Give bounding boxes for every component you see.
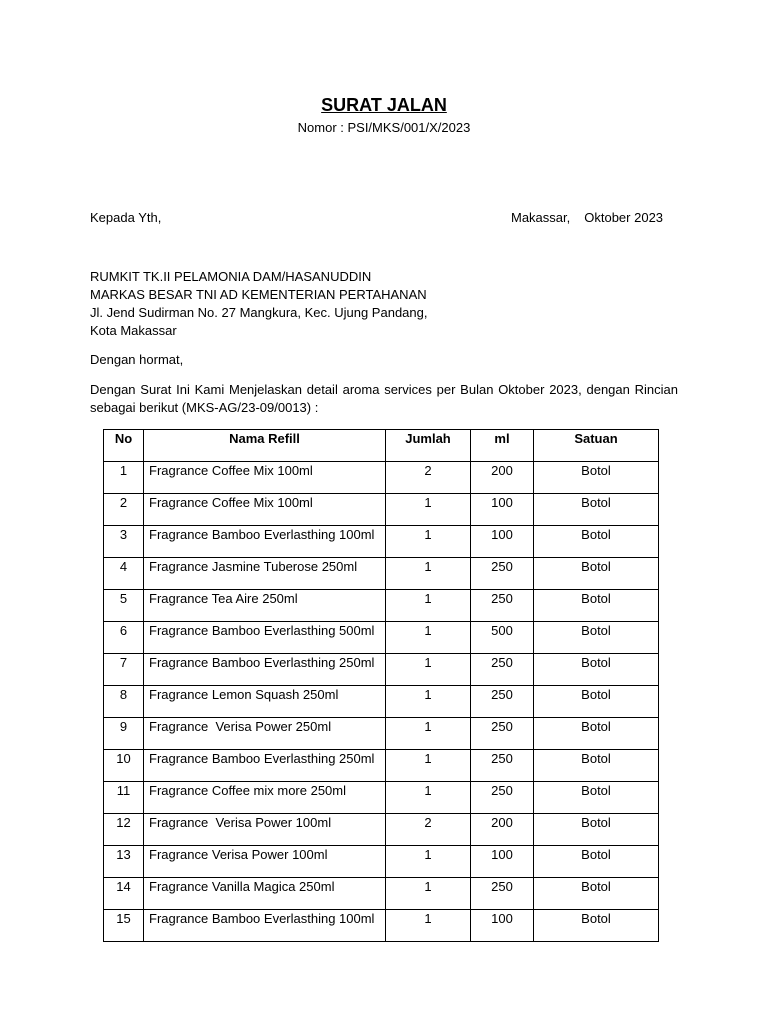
cell-ml: 100 xyxy=(471,846,534,878)
table-row xyxy=(104,750,659,782)
cell-no: 4 xyxy=(104,558,144,590)
cell-nama-refill: Fragrance Coffee Mix 100ml xyxy=(144,494,386,526)
cell-nama-refill: Fragrance Coffee Mix 100ml xyxy=(144,462,386,494)
table-row xyxy=(104,718,659,750)
cell-ml: 250 xyxy=(471,750,534,782)
cell-satuan: Botol xyxy=(534,878,659,910)
table-header-row xyxy=(104,430,659,462)
recipient-salutation: Kepada Yth, xyxy=(90,210,162,225)
cell-ml: 250 xyxy=(471,590,534,622)
cell-jumlah: 1 xyxy=(386,718,471,750)
cell-satuan: Botol xyxy=(534,558,659,590)
cell-jumlah: 2 xyxy=(386,462,471,494)
cell-ml: 500 xyxy=(471,622,534,654)
cell-no: 13 xyxy=(104,846,144,878)
cell-satuan: Botol xyxy=(534,462,659,494)
document-date: Oktober 2023 xyxy=(584,210,664,225)
table-row xyxy=(104,654,659,686)
cell-no: 7 xyxy=(104,654,144,686)
place-city: Makassar, xyxy=(511,210,571,225)
cell-satuan: Botol xyxy=(534,750,659,782)
header-nama-refill: Nama Refill xyxy=(144,430,386,462)
body-paragraph: Dengan Surat Ini Kami Menjelaskan detail aroma services per Bulan Oktober 2023, dengan Rincian sebagai berikut (MKS-AG/23-09/0013) : xyxy=(90,382,678,415)
recipient-address xyxy=(90,268,427,340)
cell-jumlah: 1 xyxy=(386,878,471,910)
table-row xyxy=(104,558,659,590)
table-row xyxy=(104,814,659,846)
cell-no: 9 xyxy=(104,718,144,750)
cell-ml: 250 xyxy=(471,558,534,590)
header-ml: ml xyxy=(471,430,534,462)
cell-nama-refill: Fragrance Tea Aire 250ml xyxy=(144,590,386,622)
cell-satuan: Botol xyxy=(534,526,659,558)
cell-satuan: Botol xyxy=(534,622,659,654)
cell-ml: 250 xyxy=(471,686,534,718)
cell-no: 15 xyxy=(104,910,144,942)
cell-nama-refill: Fragrance Lemon Squash 250ml xyxy=(144,686,386,718)
cell-no: 12 xyxy=(104,814,144,846)
cell-no: 6 xyxy=(104,622,144,654)
cell-ml: 200 xyxy=(471,814,534,846)
cell-no: 14 xyxy=(104,878,144,910)
table-row xyxy=(104,686,659,718)
cell-no: 10 xyxy=(104,750,144,782)
header-no: No xyxy=(104,430,144,462)
cell-satuan: Botol xyxy=(534,590,659,622)
cell-satuan: Botol xyxy=(534,782,659,814)
cell-satuan: Botol xyxy=(534,846,659,878)
table-row xyxy=(104,622,659,654)
cell-jumlah: 1 xyxy=(386,622,471,654)
cell-nama-refill: Fragrance Bamboo Everlasthing 100ml xyxy=(144,910,386,942)
cell-satuan: Botol xyxy=(534,494,659,526)
cell-jumlah: 1 xyxy=(386,558,471,590)
address-line: Jl. Jend Sudirman No. 27 Mangkura, Kec. Ujung Pandang, xyxy=(90,305,428,320)
cell-no: 3 xyxy=(104,526,144,558)
cell-satuan: Botol xyxy=(534,686,659,718)
header-jumlah: Jumlah xyxy=(386,430,471,462)
cell-nama-refill: Fragrance Jasmine Tuberose 250ml xyxy=(144,558,386,590)
document-title: SURAT JALAN xyxy=(321,95,447,115)
place-date xyxy=(511,210,663,225)
cell-nama-refill: Fragrance Bamboo Everlasthing 250ml xyxy=(144,750,386,782)
table-row xyxy=(104,910,659,942)
cell-nama-refill: Fragrance Vanilla Magica 250ml xyxy=(144,878,386,910)
cell-ml: 100 xyxy=(471,526,534,558)
cell-jumlah: 1 xyxy=(386,910,471,942)
document-number: Nomor : PSI/MKS/001/X/2023 xyxy=(297,120,471,135)
cell-satuan: Botol xyxy=(534,910,659,942)
cell-no: 2 xyxy=(104,494,144,526)
cell-jumlah: 1 xyxy=(386,526,471,558)
cell-ml: 100 xyxy=(471,910,534,942)
address-line: MARKAS BESAR TNI AD KEMENTERIAN PERTAHANAN xyxy=(90,287,427,302)
cell-nama-refill: Fragrance Bamboo Everlasthing 250ml xyxy=(144,654,386,686)
address-line: Kota Makassar xyxy=(90,323,177,338)
table-row xyxy=(104,462,659,494)
cell-no: 11 xyxy=(104,782,144,814)
cell-nama-refill: Fragrance Bamboo Everlasthing 500ml xyxy=(144,622,386,654)
table-row xyxy=(104,526,659,558)
cell-jumlah: 1 xyxy=(386,750,471,782)
cell-nama-refill: Fragrance Verisa Power 100ml xyxy=(144,814,386,846)
greeting: Dengan hormat, xyxy=(90,352,184,367)
cell-ml: 250 xyxy=(471,718,534,750)
cell-ml: 100 xyxy=(471,494,534,526)
cell-jumlah: 1 xyxy=(386,494,471,526)
cell-satuan: Botol xyxy=(534,654,659,686)
cell-jumlah: 2 xyxy=(386,814,471,846)
cell-jumlah: 1 xyxy=(386,590,471,622)
cell-ml: 200 xyxy=(471,462,534,494)
table-row xyxy=(104,846,659,878)
cell-no: 1 xyxy=(104,462,144,494)
header-satuan: Satuan xyxy=(534,430,659,462)
table-row xyxy=(104,878,659,910)
cell-jumlah: 1 xyxy=(386,782,471,814)
cell-nama-refill: Fragrance Verisa Power 100ml xyxy=(144,846,386,878)
cell-ml: 250 xyxy=(471,782,534,814)
cell-nama-refill: Fragrance Coffee mix more 250ml xyxy=(144,782,386,814)
table-row xyxy=(104,782,659,814)
address-line: RUMKIT TK.II PELAMONIA DAM/HASANUDDIN xyxy=(90,269,372,284)
cell-no: 5 xyxy=(104,590,144,622)
table-row xyxy=(104,590,659,622)
cell-ml: 250 xyxy=(471,878,534,910)
table-row xyxy=(104,494,659,526)
items-table xyxy=(103,429,659,942)
cell-jumlah: 1 xyxy=(386,846,471,878)
cell-ml: 250 xyxy=(471,654,534,686)
cell-nama-refill: Fragrance Verisa Power 250ml xyxy=(144,718,386,750)
cell-satuan: Botol xyxy=(534,718,659,750)
cell-jumlah: 1 xyxy=(386,654,471,686)
cell-nama-refill: Fragrance Bamboo Everlasthing 100ml xyxy=(144,526,386,558)
cell-jumlah: 1 xyxy=(386,686,471,718)
cell-no: 8 xyxy=(104,686,144,718)
cell-satuan: Botol xyxy=(534,814,659,846)
